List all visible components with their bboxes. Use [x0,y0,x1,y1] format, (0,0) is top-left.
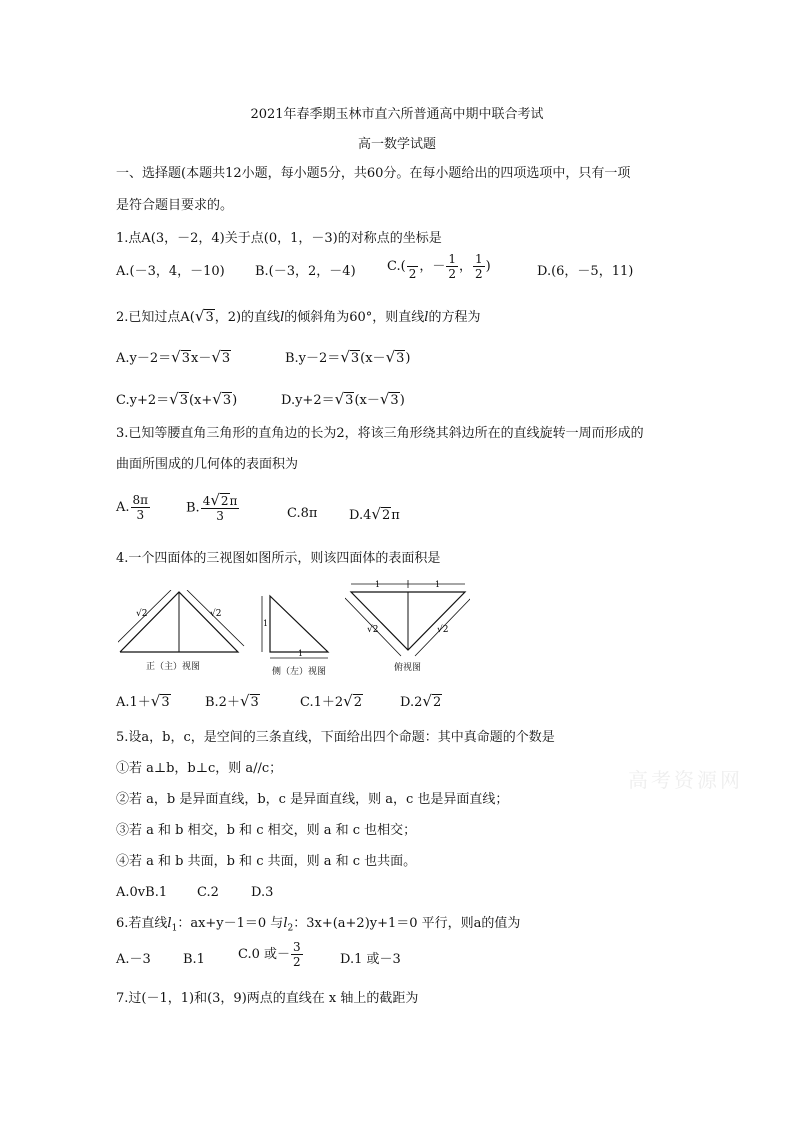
q1-option-a: A.(－3，4，－10) [116,264,225,279]
q2-option-b: B.y－2＝√3(x－√3) [285,348,411,366]
question-7-stem: 7.过(－1，1)和(3，9)两点的直线在 x 轴上的截距为 [116,991,419,1006]
q6-option-d: D.1 或－3 [340,952,401,967]
q2-option-a: A.y－2＝√3x－√3 [116,348,231,366]
top-view-label-left: 1 [375,580,381,589]
top-view-label-sqrt-left: √2 [367,625,379,635]
q4-option-a: A.1＋√3 [116,692,170,710]
q1-option-b: B.(－3，2，－4) [255,264,356,279]
front-view-label-right: √2 [210,609,222,619]
q4-option-b: B.2＋√3 [205,692,259,710]
top-view-figure [345,578,470,658]
q1-option-d: D.(6，－5，11) [537,264,634,279]
q6-option-b: B.1 [183,952,205,967]
exam-title: 2021年春季期玉林市直六所普通高中期中联合考试 [250,107,544,122]
exam-subtitle: 高一数学试题 [357,137,436,152]
top-view-label-right: 1 [435,580,441,589]
side-view-triangle [270,596,328,652]
q4-option-c: C.1＋2√2 [300,692,363,710]
question-3-line1: 3.已知等腰直角三角形的直角边的长为2，将该三角形绕其斜边所在的直线旋转一周而形成的 [116,426,644,441]
q1-c-prefix: C.( [387,259,406,274]
question-1-stem: 1.点A(3，－2，4)关于点(0，1，－3)的对称点的坐标是 [116,231,442,246]
q3-option-c: C.8π [287,506,318,521]
section-instructions-line1: 一、选择题(本题共12小题，每小题5分，共60分。在每小题给出的四项选项中，只有一项 [116,166,631,181]
q5-proposition-4: ④若 a 和 b 共面，b 和 c 共面，则 a 和 c 也共面。 [116,854,417,869]
side-view-figure [258,592,338,662]
q1-c-frac1: 2 [407,252,419,281]
q2-option-c: C.y+2＝√3(x+√3) [116,390,238,408]
front-view-label-left: √2 [136,609,148,619]
question-5-stem: 5.设a，b，c，是空间的三条直线，下面给出四个命题：其中真命题的个数是 [116,730,555,745]
q1-c-frac2: $\frac{1}{2}$ [448,252,456,281]
q5-option-c: C.2 [197,885,219,900]
question-4-stem: 4.一个四面体的三视图如图所示，则该四面体的表面积是 [116,551,441,566]
q3-option-a: A. $\frac{8\pi}{3}$ [116,493,149,522]
section-instructions-line2: 是符合题目要求的。 [116,198,234,213]
q5-proposition-2: ②若 a，b 是异面直线，b，c 是异面直线，则 a，c 也是异面直线； [116,792,509,807]
top-view-label-sqrt-right: √2 [437,625,449,635]
q1-option-c: C.( 2 ，－ $\frac{1}{2}$ ， $\frac{1}{2}$ ) [387,252,491,281]
q3-option-b: B. $\frac{4√2\pi}{3}$ [186,491,238,523]
q1-c-frac3: $\frac{1}{2}$ [475,252,483,281]
q6-option-c: C.0 或－ $\frac{3}{2}$ [238,940,301,969]
question-6-stem: 6.若直线$l_1$：ax+y－1＝0 与$l_2$：3x+(a+2)y+1＝0 平行，则a的值为 [116,916,521,934]
sqrt-symbol: √3 [194,307,214,325]
question-2-stem: 2.已知过点A(√3，2)的直线l的倾斜角为60°，则直线l的方程为 [116,307,481,325]
front-view-caption: 正（主）视图 [146,662,201,672]
q5-option-d: D.3 [251,885,274,900]
side-view-label-height: 1 [263,619,269,628]
question-3-line2: 曲面所围成的几何体的表面积为 [116,457,299,472]
top-view-caption: 俯视图 [394,663,422,673]
q2-option-d: D.y+2＝√3(x－√3) [281,390,405,408]
q4-option-d: D.2√2 [400,692,442,710]
side-view-caption: 侧（左）视图 [272,667,327,677]
q5-option-ab: A.0vB.1 [116,885,168,900]
q5-proposition-1: ①若 a⊥b，b⊥c，则 a//c； [116,761,283,776]
watermark: 高考资源网 [628,768,743,792]
front-view-figure [118,590,248,670]
q5-proposition-3: ③若 a 和 b 相交，b 和 c 相交，则 a 和 c 也相交； [116,823,417,838]
q3-option-d: D.4√2π [349,505,400,523]
side-view-label-width: 1 [298,649,304,658]
q6-option-a: A.－3 [116,952,151,967]
